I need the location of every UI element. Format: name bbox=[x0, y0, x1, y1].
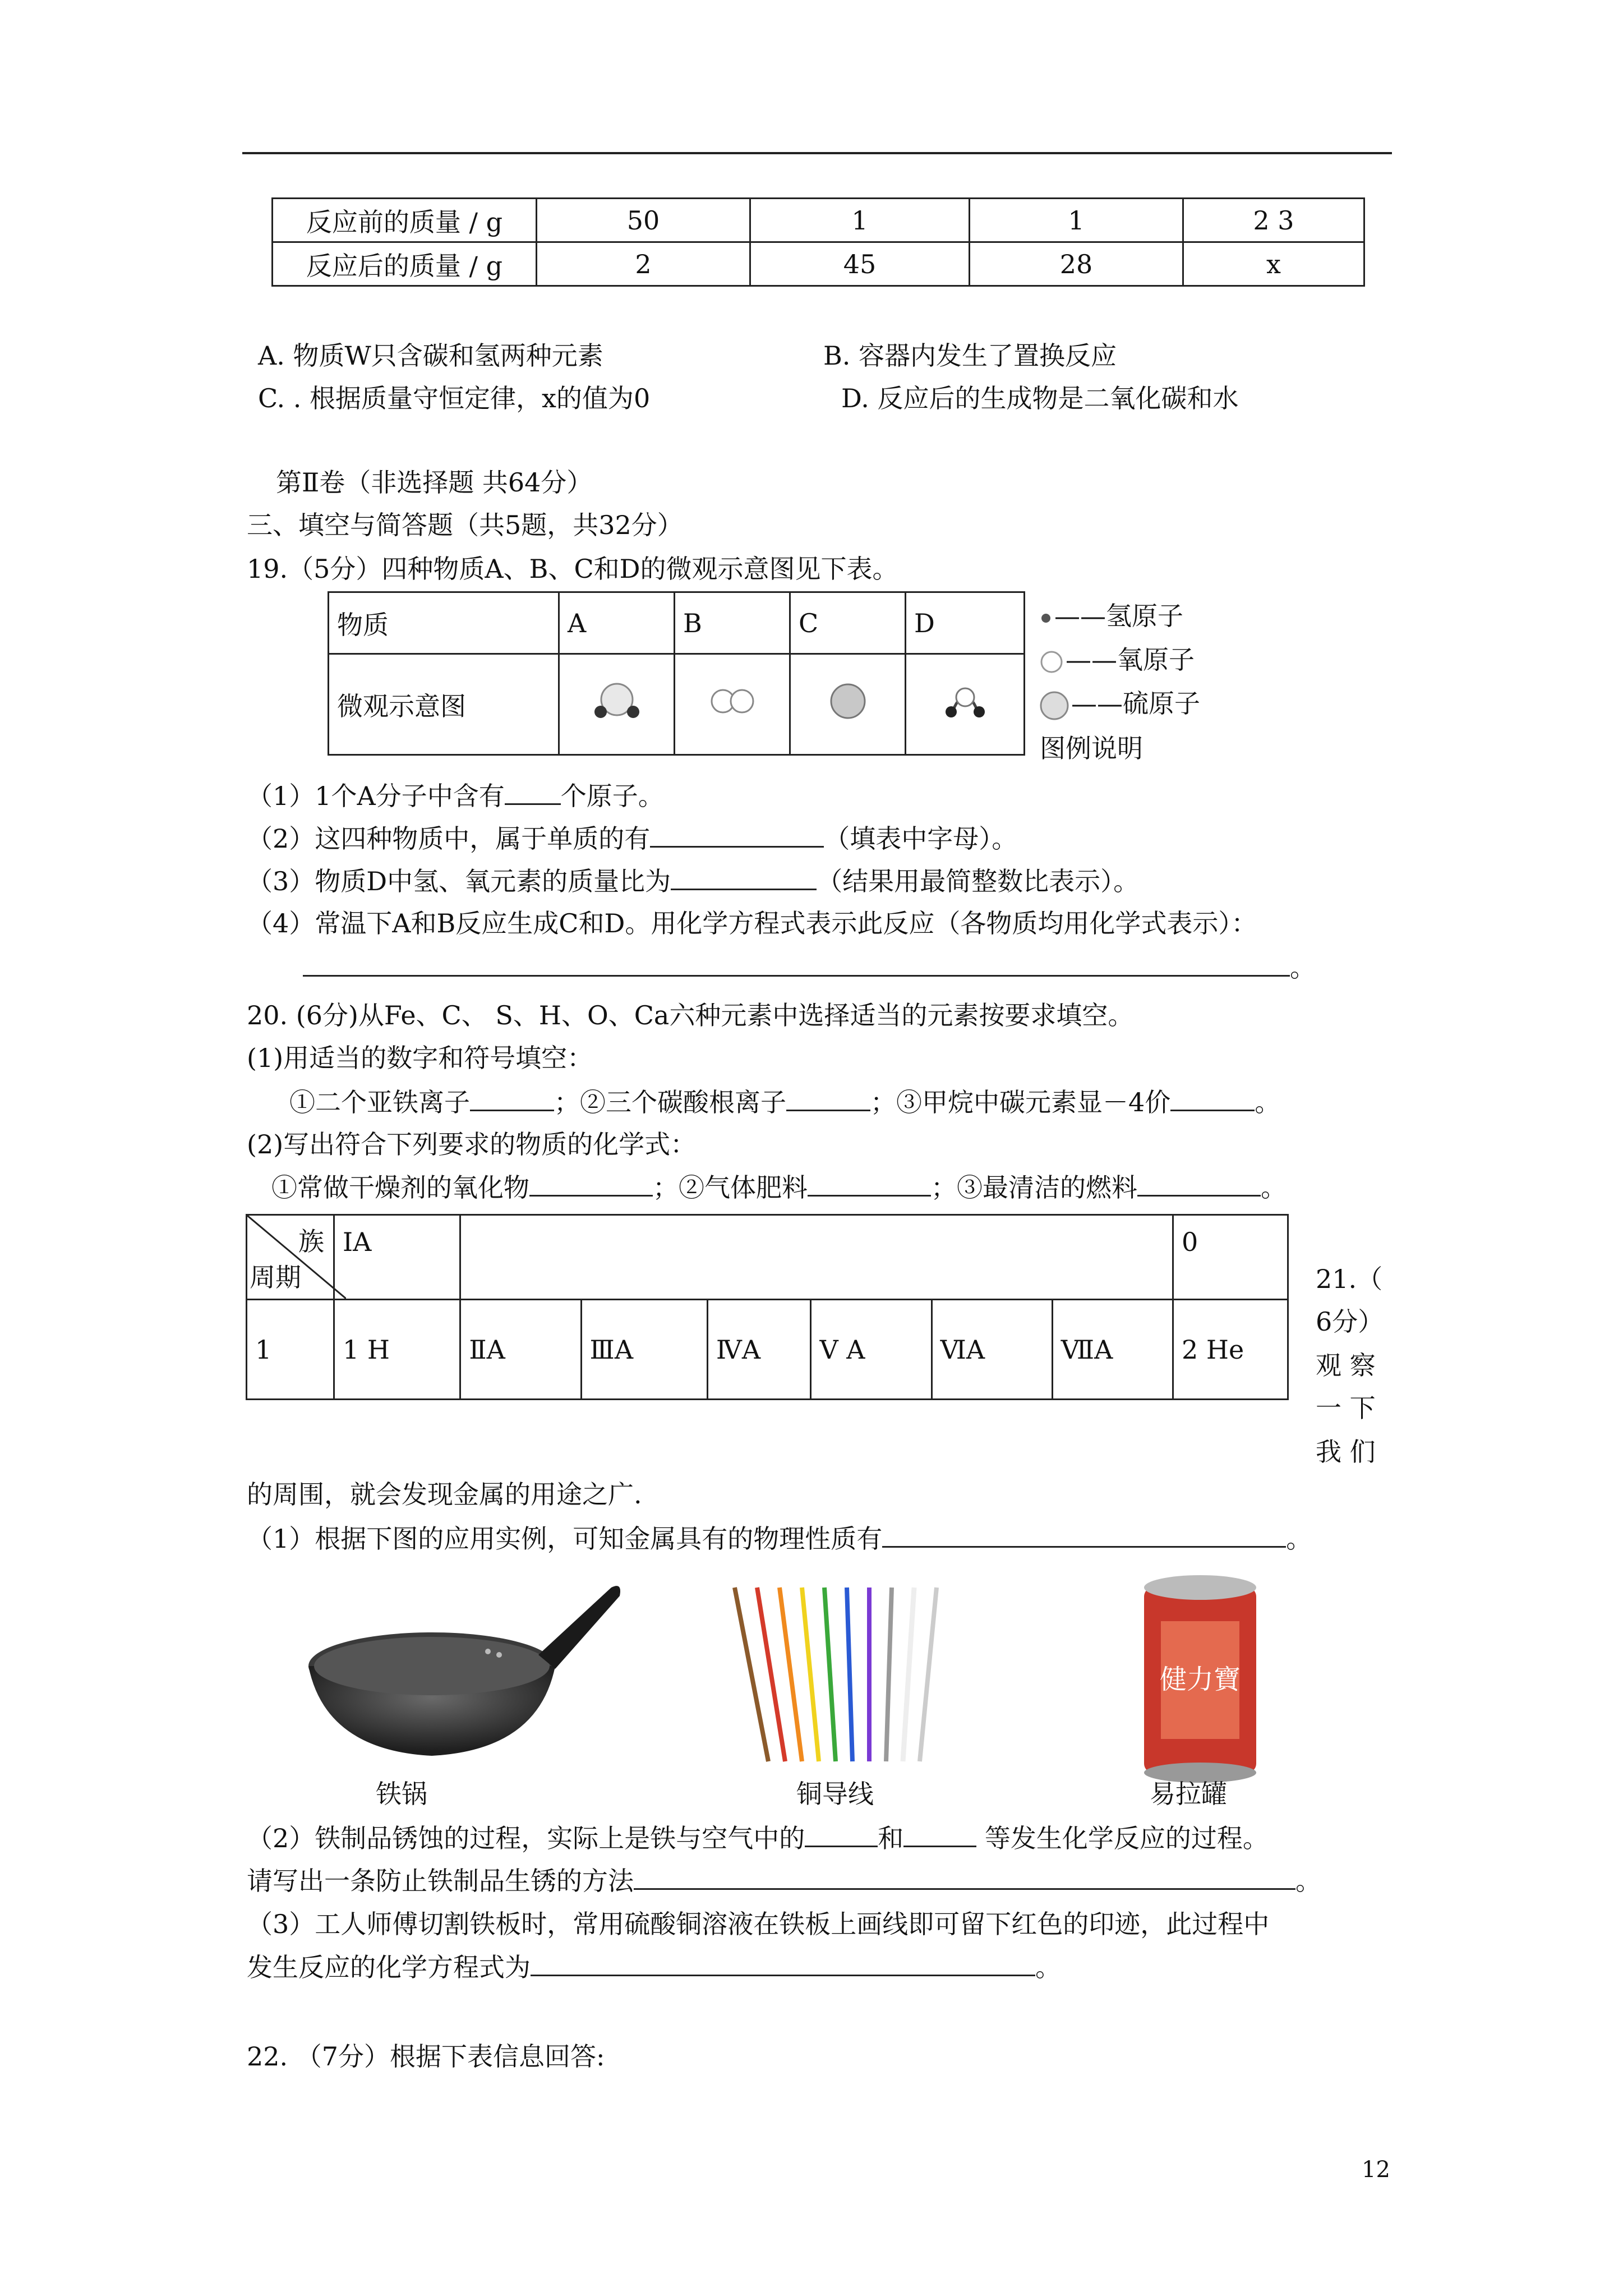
caption-wok: 铁锅 bbox=[376, 1779, 427, 1809]
hydrogen-atom-icon bbox=[1038, 607, 1054, 629]
legend-o: ——氧原子 bbox=[1038, 643, 1195, 677]
molecule-a-cell bbox=[559, 654, 675, 755]
q19-part1: （1）1个A分子中含有 个原子。 bbox=[247, 779, 664, 813]
q20-sub2: (2)写出符合下列要求的物质的化学式： bbox=[247, 1129, 697, 1159]
corner-bottom: 周期 bbox=[250, 1262, 301, 1292]
corner-top: 族 bbox=[298, 1226, 325, 1257]
q21-part1: （1）根据下图的应用实例，可知金属具有的物理性质有 。 bbox=[247, 1521, 1312, 1556]
molecule-b-icon bbox=[702, 676, 763, 726]
group-via: ⅥA bbox=[932, 1300, 1052, 1400]
cell: x bbox=[1183, 242, 1364, 286]
molecule-d-cell bbox=[906, 654, 1025, 755]
answer-blank[interactable] bbox=[808, 1170, 931, 1197]
can-image bbox=[1138, 1571, 1262, 1784]
q19-part4: （4）常温下A和B反应生成C和D。用化学方程式表示此反应（各物质均用化学式表示）： bbox=[247, 908, 1257, 938]
period-1: 1 bbox=[247, 1300, 334, 1400]
answer-blank[interactable] bbox=[1137, 1170, 1261, 1197]
element-he: 2 He bbox=[1173, 1300, 1288, 1400]
header-rule bbox=[242, 152, 1392, 154]
q21-part3-eq: 发生反应的化学方程式为 。 bbox=[247, 1950, 1061, 1984]
answer-blank[interactable] bbox=[531, 1950, 1035, 1976]
legend-h: ——氢原子 bbox=[1038, 599, 1183, 633]
q21-part2-method: 请写出一条防止铁制品生锈的方法 。 bbox=[247, 1864, 1321, 1898]
q20-sub1-items: ①二个亚铁离子 ；②三个碳酸根离子 ；③甲烷中碳元素显－4价 。 bbox=[289, 1085, 1280, 1119]
q20-stem: 20. (6分)从Fe、C、 S、H、O、Ca六种元素中选择适当的元素按要求填空。 bbox=[247, 1000, 1134, 1030]
header-a: A bbox=[559, 592, 675, 654]
cell: 28 bbox=[970, 242, 1183, 286]
answer-blank[interactable] bbox=[671, 864, 817, 890]
copper-wires-image bbox=[718, 1571, 987, 1778]
q19-part4-answer: 。 bbox=[303, 950, 1316, 984]
mass-table bbox=[271, 197, 1365, 287]
q19-table bbox=[328, 591, 1025, 756]
answer-blank[interactable] bbox=[650, 821, 824, 848]
answer-blank[interactable] bbox=[1170, 1085, 1255, 1111]
answer-blank[interactable] bbox=[882, 1521, 1286, 1548]
cell: 2 3 bbox=[1183, 199, 1364, 242]
q21-continuation: 的周围，就会发现金属的用途之广. bbox=[247, 1479, 642, 1510]
molecule-a-icon bbox=[586, 676, 648, 726]
group-iiia: ⅢA bbox=[581, 1300, 707, 1400]
answer-blank[interactable] bbox=[786, 1085, 870, 1111]
can-label: 健力寶 bbox=[1159, 1665, 1241, 1695]
row-label-micro: 微观示意图 bbox=[329, 654, 559, 755]
group-va: Ⅴ A bbox=[811, 1300, 932, 1400]
empty-span bbox=[460, 1215, 1173, 1300]
part2-title: 第Ⅱ卷（非选择题 共64分） bbox=[276, 467, 593, 498]
sulfur-atom-icon bbox=[1038, 690, 1071, 721]
legend-s: ——硫原子 bbox=[1038, 687, 1200, 721]
q20-sub2-items: ①常做干燥剂的氧化物 ；②气体肥料 ；③最清洁的燃料 。 bbox=[271, 1170, 1287, 1204]
answer-blank[interactable] bbox=[529, 1170, 653, 1197]
answer-blank[interactable] bbox=[505, 779, 561, 805]
molecule-b-cell bbox=[675, 654, 790, 755]
caption-wire: 铜导线 bbox=[796, 1779, 874, 1809]
q21-side-1: 21.（ bbox=[1316, 1264, 1383, 1294]
header-c: C bbox=[790, 592, 906, 654]
group-viia: ⅦA bbox=[1052, 1300, 1173, 1400]
group-iia: ⅡA bbox=[460, 1300, 581, 1400]
q21-side-2: 6分） bbox=[1316, 1306, 1384, 1337]
cell: 50 bbox=[537, 199, 750, 242]
q22-stem: 22. （7分）根据下表信息回答: bbox=[247, 2041, 605, 2072]
group-ia: IA bbox=[334, 1215, 460, 1300]
oxygen-atom-icon bbox=[1038, 649, 1066, 675]
cell: 2 bbox=[537, 242, 750, 286]
corner-cell bbox=[247, 1215, 334, 1300]
cell: 1 bbox=[750, 199, 970, 242]
q20-sub1: (1)用适当的数字和符号填空： bbox=[247, 1043, 593, 1073]
header-substance: 物质 bbox=[329, 592, 559, 654]
q19-part2: （2）这四种物质中，属于单质的有 （填表中字母）。 bbox=[247, 821, 1017, 855]
group-iva: ⅣA bbox=[707, 1300, 811, 1400]
q21-part2: （2）铁制品锈蚀的过程，实际上是铁与空气中的 和 等发生化学反应的过程。 bbox=[247, 1821, 1269, 1855]
group-zero: 0 bbox=[1173, 1215, 1288, 1300]
molecule-d-icon bbox=[934, 676, 996, 726]
header-b: B bbox=[675, 592, 790, 654]
option-a: A. 物质W只含碳和氢两种元素 bbox=[258, 341, 603, 371]
molecule-c-cell bbox=[790, 654, 906, 755]
q21-side-4: 一 下 bbox=[1316, 1393, 1376, 1423]
q21-side-3: 观 察 bbox=[1316, 1350, 1376, 1381]
page-number: 12 bbox=[1362, 2157, 1390, 2183]
option-b: B. 容器内发生了置换反应 bbox=[823, 341, 1117, 371]
option-d: D. 反应后的生成物是二氧化碳和水 bbox=[841, 383, 1239, 413]
answer-blank[interactable] bbox=[903, 1821, 976, 1847]
row-label-before: 反应前的质量 / g bbox=[273, 199, 537, 242]
caption-can: 易拉罐 bbox=[1150, 1779, 1227, 1809]
row-label-after: 反应后的质量 / g bbox=[273, 242, 537, 286]
answer-blank[interactable] bbox=[805, 1821, 878, 1847]
cell: 1 bbox=[970, 199, 1183, 242]
q21-part3: （3）工人师傅切割铁板时，常用硫酸铜溶液在铁板上画线即可留下红色的印迹，此过程中 bbox=[247, 1909, 1270, 1939]
answer-blank[interactable] bbox=[634, 1864, 1295, 1890]
option-c: C. . 根据质量守恒定律，x的值为0 bbox=[258, 383, 651, 413]
header-d: D bbox=[906, 592, 1025, 654]
cell: 45 bbox=[750, 242, 970, 286]
element-h: 1 H bbox=[334, 1300, 460, 1400]
molecule-c-icon bbox=[817, 676, 879, 726]
periodic-table bbox=[246, 1214, 1289, 1400]
q21-side-5: 我 们 bbox=[1316, 1437, 1376, 1467]
legend-caption: 图例说明 bbox=[1040, 733, 1143, 763]
q19-part3: （3）物质D中氢、氧元素的质量比为 （结果用最简整数比表示）。 bbox=[247, 864, 1139, 898]
section3-title: 三、填空与简答题（共5题，共32分） bbox=[247, 510, 683, 540]
wok-image bbox=[292, 1571, 628, 1773]
q19-stem: 19.（5分）四种物质A、B、C和D的微观示意图见下表。 bbox=[247, 554, 898, 584]
answer-blank[interactable] bbox=[303, 950, 1290, 977]
answer-blank[interactable] bbox=[470, 1085, 554, 1111]
